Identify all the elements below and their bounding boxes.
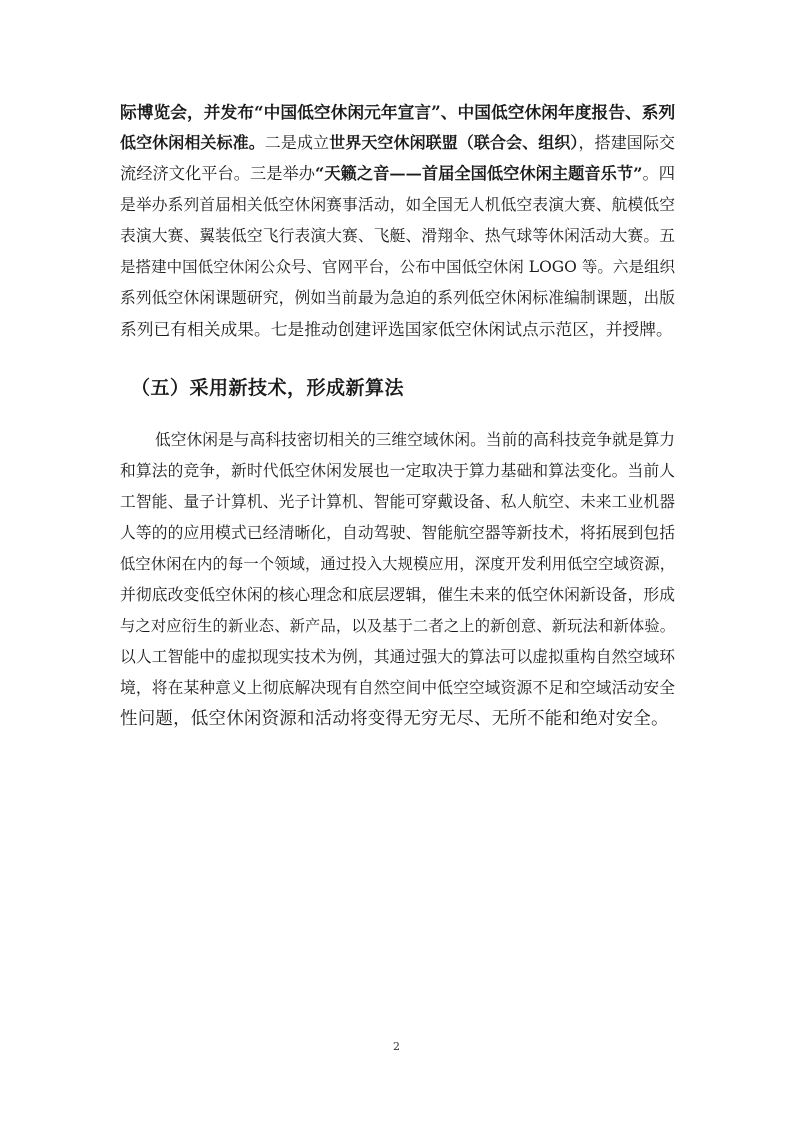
paragraph-2-line-1: 低空休闲是与高科技密切相关的三维空域休闲。当前的高科技竞争就是算力 [155,430,675,449]
paragraph-2-line-8: 以人工智能中的虚拟现实技术为例，其通过强大的算法可以虚拟重构自然空域环 [120,647,675,666]
text-run: ，搭建国际交 [578,133,675,152]
text-run: 流经济文化平台。三是举办 [120,164,316,183]
paragraph-1-line-8: 系列已有相关成果。七是推动创建评选国家低空休闲试点示范区，并授牌。 [120,319,673,339]
paragraph-1-line-6: 是搭建中国低空休闲公众号、官网平台，公布中国低空休闲 LOGO 等。六是组织 [120,258,675,276]
text-run: 。四 [642,164,676,183]
paragraph-1-line-2 [120,131,675,155]
paragraph-1-line-1 [120,100,675,124]
text-run: “天籁之音——首届全国低空休闲主题音乐节” [315,164,643,183]
paragraph-1-line-3 [120,162,675,186]
paragraph-1-line-4: 是举办系列首届相关低空休闲赛事活动，如全国无人机低空表演大赛、航模低空 [120,195,675,214]
paragraph-2-line-5: 低空休闲在内的每一个领域，通过投入大规模应用，深度开发利用低空空域资源， [120,555,675,573]
paragraph-2-line-2: 和算法的竞争，新时代低空休闲发展也一定取决于算力基础和算法变化。当前人 [120,461,675,480]
paragraph-2-line-4: 人等的的应用模式已经清晰化，自动驾驶、智能航空器等新技术，将拓展到包括 [120,523,675,542]
paragraph-2-line-6: 并彻底改变低空休闲的核心理念和底层逻辑，催生未来的低空休闲新设备，形成 [120,585,675,604]
paragraph-1-line-5: 表演大赛、翼装低空飞行表演大赛、飞艇、滑翔伞、热气球等休闲活动大赛。五 [120,226,675,245]
paragraph-2-line-10: 性问题，低空休闲资源和活动将变得无穷无尽、无所不能和绝对安全。 [120,709,669,729]
page-number: 2 [393,1040,400,1053]
section-heading: （五）采用新技术，形成新算法 [131,377,405,399]
text-run: 二是成立 [264,133,330,152]
paragraph-2-line-9: 境，将在某种意义上彻底解决现有自然空间中低空空域资源不足和空域活动安全 [120,678,675,697]
text-run: 际博览会，并发布“中国低空休闲元年宣言”、中国低空休闲年度报告、系列 [120,102,676,122]
paragraph-2-line-7: 与之对应衍生的新业态、新产品，以及基于二者之上的新创意、新玩法和新体验。 [120,617,675,635]
paragraph-2-line-3: 工智能、量子计算机、光子计算机、智能可穿戴设备、私人航空、未来工业机器 [120,492,675,511]
text-run: 世界天空休闲联盟（联合会、组织） [329,133,579,152]
paragraph-1-line-7: 系列低空休闲课题研究，例如当前最为急迫的系列低空休闲标准编制课题，出版 [120,288,675,307]
text-run: 低空休闲相关标准。 [120,133,265,152]
